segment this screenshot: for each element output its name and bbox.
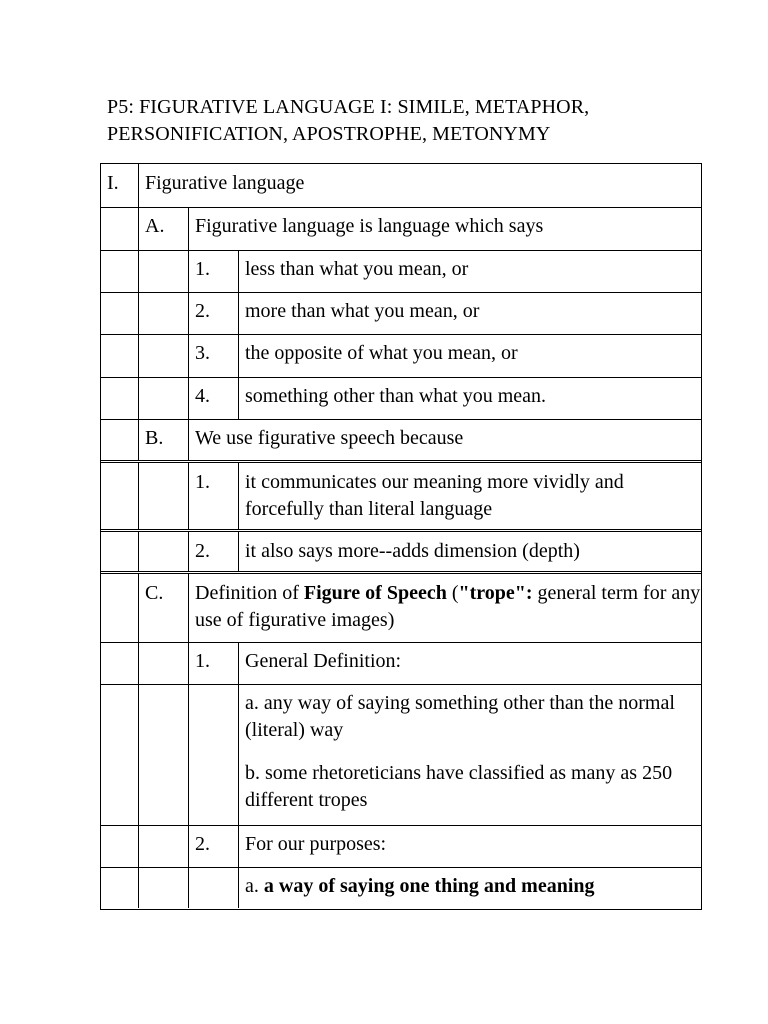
- row-indent: [139, 684, 189, 825]
- document-title: [107, 94, 589, 148]
- outline-row-C1-sub: [101, 684, 701, 825]
- row-number: 1.: [189, 642, 239, 684]
- outline-row-A: [101, 207, 701, 250]
- row-indent: [101, 532, 139, 572]
- text-plain: (: [446, 582, 459, 604]
- row-indent: [101, 825, 139, 867]
- outline-row-A2: [101, 292, 701, 334]
- row-number: 1.: [189, 250, 239, 292]
- row-indent: [139, 292, 189, 334]
- row-text: [239, 684, 701, 825]
- row-indent: [101, 250, 139, 292]
- figure-of-speech-term: Figure of Speech: [303, 582, 447, 604]
- title-line-1: P5: FIGURATIVE LANGUAGE I: SIMILE, METAPHOR,: [107, 96, 590, 118]
- definition-bold: a way of saying one thing and meaning: [263, 875, 595, 897]
- row-number: 4.: [189, 377, 239, 419]
- row-indent: [139, 867, 189, 908]
- row-indent: [139, 825, 189, 867]
- row-text: General Definition:: [245, 650, 402, 672]
- row-text: more than what you mean, or: [245, 300, 480, 322]
- outline-row-C: [101, 574, 701, 642]
- row-text: it also says more--adds dimension (depth): [245, 540, 580, 562]
- row-indent: [101, 642, 139, 684]
- sub-item-b: b. some rhetoreticians have classified as many as 250 different tropes: [245, 762, 673, 811]
- row-text: [239, 867, 701, 908]
- text-plain: a.: [245, 875, 264, 897]
- row-indent: [101, 207, 139, 250]
- row-number: C.: [139, 574, 189, 642]
- outline-row-B: [101, 419, 701, 461]
- row-indent: [189, 867, 239, 908]
- trope-term: "trope":: [458, 582, 533, 604]
- row-number: 3.: [189, 334, 239, 377]
- text-plain: general term for any use of figurative images): [195, 582, 701, 631]
- row-indent: [139, 532, 189, 572]
- outline-row-B1: [101, 463, 701, 530]
- outline-row-A1: [101, 250, 701, 292]
- outline-row-A4: [101, 377, 701, 419]
- row-number: A.: [139, 207, 189, 250]
- row-text: something other than what you mean.: [245, 385, 547, 407]
- row-text: Figurative language: [145, 172, 305, 194]
- outline-row-A3: [101, 334, 701, 377]
- row-indent: [101, 419, 139, 461]
- row-indent: [139, 642, 189, 684]
- outline-table: [100, 163, 702, 910]
- row-indent: [101, 684, 139, 825]
- row-number: 2.: [189, 532, 239, 572]
- row-number: 1.: [189, 463, 239, 530]
- row-indent: [101, 867, 139, 908]
- row-text: the opposite of what you mean, or: [245, 342, 518, 364]
- row-number: B.: [139, 419, 189, 461]
- row-text: it communicates our meaning more vividly and forcefully than literal language: [245, 471, 624, 520]
- row-text: We use figurative speech because: [195, 427, 464, 449]
- row-text: For our purposes:: [245, 833, 387, 855]
- row-number: I.: [101, 164, 139, 207]
- text-plain: Definition of: [195, 582, 304, 604]
- outline-row-B2: [101, 532, 701, 572]
- row-text: [189, 574, 701, 642]
- outline-row-C1: [101, 642, 701, 684]
- row-indent: [101, 463, 139, 530]
- outline-row-C2: [101, 825, 701, 867]
- row-indent: [101, 292, 139, 334]
- row-indent: [139, 377, 189, 419]
- row-indent: [139, 250, 189, 292]
- row-number: 2.: [189, 825, 239, 867]
- row-number: 2.: [189, 292, 239, 334]
- row-indent: [101, 574, 139, 642]
- row-indent: [189, 684, 239, 825]
- row-indent: [139, 334, 189, 377]
- row-text: less than what you mean, or: [245, 258, 469, 280]
- title-line-2: PERSONIFICATION, APOSTROPHE, METONYMY: [107, 123, 551, 145]
- outline-row-I: [101, 164, 701, 207]
- outline-row-C2a: [101, 867, 701, 908]
- row-indent: [139, 463, 189, 530]
- row-indent: [101, 377, 139, 419]
- row-indent: [101, 334, 139, 377]
- sub-item-a: a. any way of saying something other than the normal (literal) way: [245, 692, 675, 741]
- row-text: Figurative language is language which says: [195, 215, 544, 237]
